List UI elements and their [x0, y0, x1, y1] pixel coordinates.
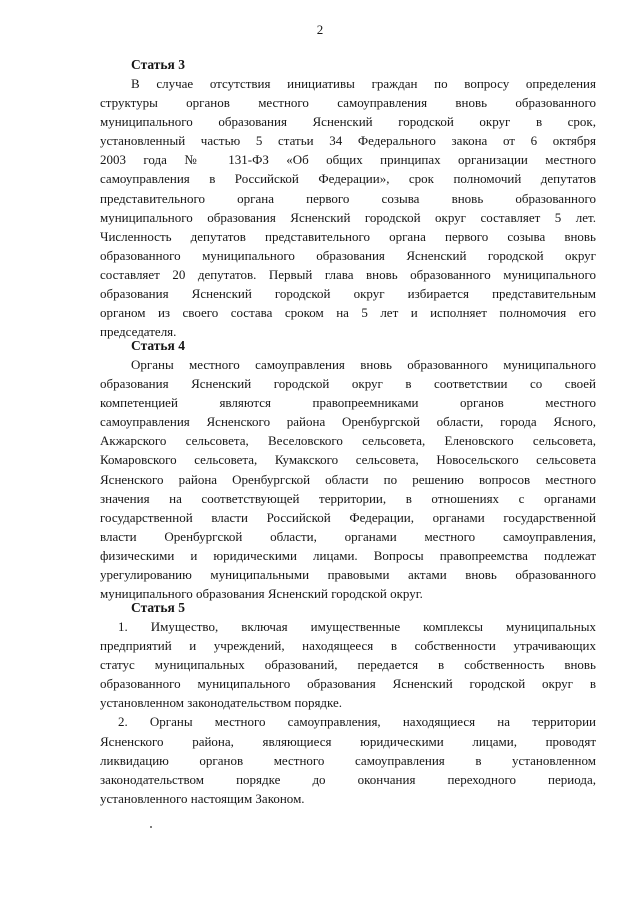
- text-line: образованного муниципального образования Ясненский городской округ в: [100, 676, 596, 692]
- text-line: установленного настоящим Законом.: [100, 790, 305, 806]
- text-line: образования Ясненский городской округ в соответствии со своей: [100, 376, 596, 392]
- text-line: статус муниципальных образований, передается в собственность вновь: [100, 657, 596, 673]
- text-line: образования Ясненский городской округ избирается представительным: [100, 286, 596, 302]
- text-line: Ясненского района Оренбургской области по решению вопросов местного: [100, 471, 596, 487]
- article-heading: Статья 4: [131, 338, 185, 353]
- text-line: компетенцией являются правопреемниками органов местного: [100, 395, 596, 411]
- text-line: Акжарского сельсовета, Веселовского сельсовета, Еленовского сельсовета,: [100, 433, 596, 449]
- page-number: 2: [316, 22, 324, 37]
- text-line: 2. Органы местного самоуправления, находящиеся на территории: [118, 714, 596, 730]
- text-line: представительного органа первого созыва вновь образованного: [100, 190, 596, 206]
- text-line: структуры органов местного самоуправления вновь образованного: [100, 95, 596, 111]
- text-line: муниципального образования Ясненский городской округ.: [100, 586, 423, 602]
- article-4: [100, 336, 596, 603]
- text-line: установленный частью 5 статьи 34 Федерального закона от 6 октября: [100, 133, 596, 149]
- text-line: В случае отсутствия инициативы граждан по вопросу определения: [131, 76, 596, 91]
- text-line: 1. Имущество, включая имущественные комплексы муниципальных: [118, 619, 596, 634]
- text-line: физическими и юридическими лицами. Вопросы правопреемства подлежат: [100, 547, 596, 563]
- text-line: урегулированию муниципальными правовыми актами вновь образованного: [100, 567, 596, 583]
- text-line: самоуправления Ясненского района Оренбургской области, города Ясного,: [100, 414, 596, 430]
- text-line: государственной власти Российской Федерации, органами государственной: [100, 509, 596, 525]
- text-line: органом из своего состава сроком на 5 лет и исполняет полномочия его: [100, 305, 596, 321]
- article-heading: Статья 3: [131, 57, 185, 72]
- text-line: председателя.: [100, 324, 177, 340]
- text-line: ликвидацию органов местного самоуправления в установленном: [100, 752, 596, 768]
- article-5: [100, 598, 596, 808]
- text-line: предприятий и учреждений, находящееся в собственности утрачивающих: [100, 638, 596, 654]
- text-line: самоуправления в Российской Федерации», срок полномочий депутатов: [100, 171, 596, 187]
- scan-speck: [150, 826, 152, 828]
- article-3: [100, 55, 596, 341]
- text-line: законодательством порядке до окончания переходного периода,: [100, 771, 596, 787]
- text-line: Численность депутатов представительного органа первого созыва вновь: [100, 228, 596, 244]
- text-line: Комаровского сельсовета, Кумакского сельсовета, Новосельского сельсовета: [100, 452, 596, 468]
- text-line: власти Оренбургской области, органами местного самоуправления,: [100, 528, 596, 544]
- text-line: муниципального образования Ясненский городской округ составляет 5 лет.: [100, 209, 596, 225]
- text-line: значения на соответствующей территории, в отношениях с органами: [100, 490, 596, 506]
- text-line: 2003 года № 131-ФЗ «Об общих принципах организации местного: [100, 152, 596, 168]
- text-line: муниципального образования Ясненский городской округ в срок,: [100, 114, 596, 130]
- text-line: Органы местного самоуправления вновь образованного муниципального: [131, 357, 596, 372]
- text-line: составляет 20 депутатов. Первый глава вновь образованного муниципального: [100, 266, 596, 282]
- text-line: Ясненского района, являющиеся юридическими лицами, проводят: [100, 733, 596, 749]
- text-line: образованного муниципального образования Ясненский городской округ: [100, 247, 596, 263]
- text-line: установленном законодательством порядке.: [100, 695, 343, 711]
- article-heading: Статья 5: [131, 600, 185, 615]
